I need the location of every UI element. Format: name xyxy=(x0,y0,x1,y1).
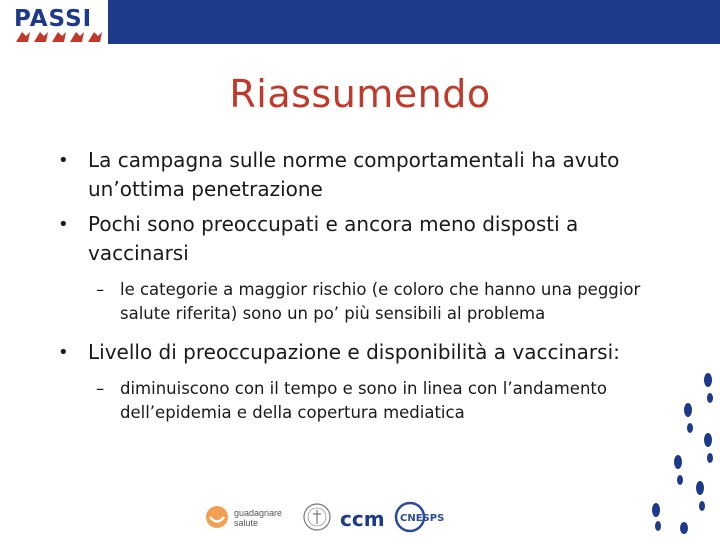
bullet-text: Livello di preoccupazione e disponibilità a vaccinarsi: xyxy=(88,340,620,364)
sub-bullet-item xyxy=(56,278,668,326)
footer-logos xyxy=(204,500,454,540)
ccm-logo-text: ccm xyxy=(340,507,385,531)
cnesps-logo xyxy=(394,500,448,534)
bullet-item xyxy=(56,146,668,204)
cnesps-logo-text: CNESPS xyxy=(400,513,445,524)
sub-bullet-text: diminuiscono con il tempo e sono in linea con l’andamento dell’epidemia e della copertura mediatica xyxy=(120,379,607,422)
ccm-logo xyxy=(338,504,388,532)
bullet-dot-icon: • xyxy=(58,150,69,171)
ministry-seal-icon xyxy=(302,502,332,532)
guadagnare-salute-text: guadagnare salute xyxy=(234,508,283,528)
smile-icon xyxy=(204,504,230,530)
bullet-text: Pochi sono preoccupati e ancora meno disposti a vaccinarsi xyxy=(88,212,579,265)
sub-bullet-item xyxy=(56,377,668,425)
dash-icon: – xyxy=(96,379,105,398)
guadagnare-salute-logo xyxy=(204,504,294,536)
header-bar xyxy=(108,0,720,44)
bullet-item xyxy=(56,338,668,367)
footprints-icon xyxy=(630,360,720,540)
running-figures-icon xyxy=(14,30,106,44)
bullet-item xyxy=(56,210,668,268)
slide-title xyxy=(0,72,720,116)
bullet-dot-icon: • xyxy=(58,342,69,363)
sub-bullet-text: le categorie a maggior rischio (e coloro che hanno una peggior salute riferita) sono un po’ più sensibili al problema xyxy=(120,280,641,323)
slide-title-text: Riassumendo xyxy=(229,72,491,116)
bullet-list xyxy=(56,146,668,437)
passi-logo xyxy=(6,4,106,44)
bullet-text: La campagna sulle norme comportamentali ha avuto un’ottima penetrazione xyxy=(88,148,620,201)
bullet-dot-icon: • xyxy=(58,214,69,235)
passi-logo-text: PASSI xyxy=(14,6,93,32)
dash-icon: – xyxy=(96,280,105,299)
